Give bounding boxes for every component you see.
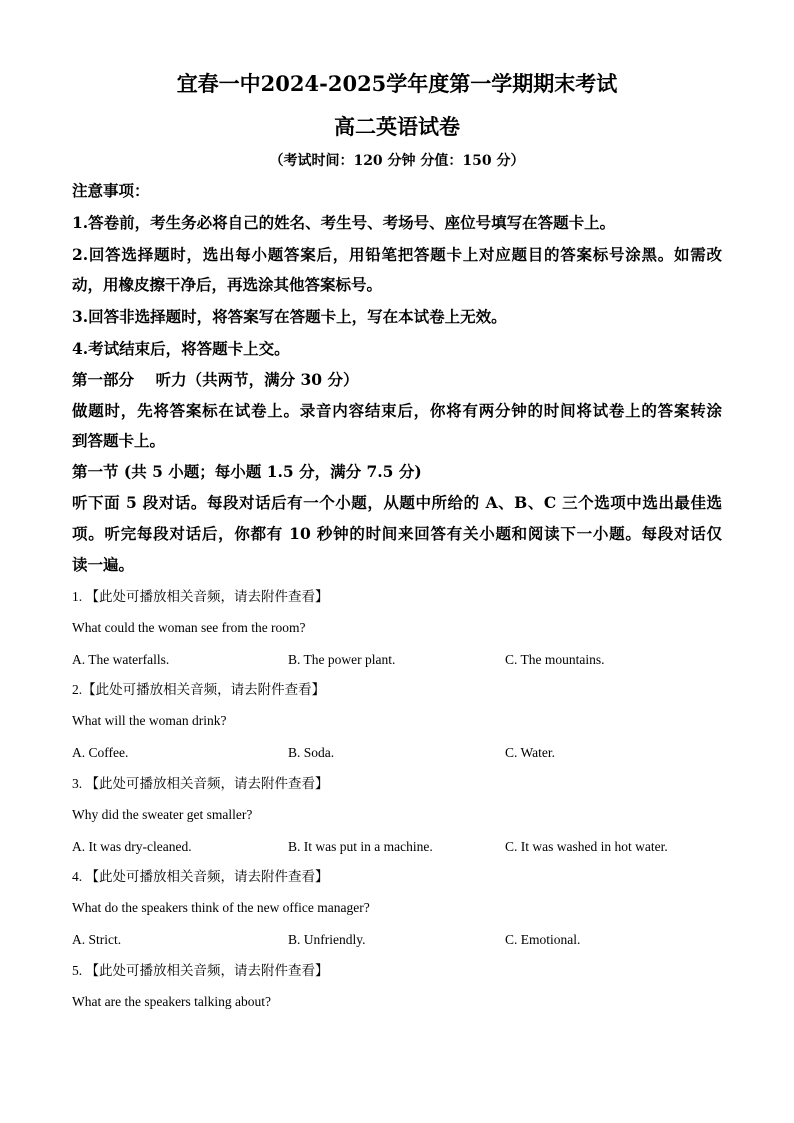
question-1-option-a[interactable]: A. The waterfalls. <box>72 652 170 667</box>
note-item-3: 3.回答非选择题时，将答案写在答题卡上，写在本试卷上无效。 <box>72 307 507 326</box>
section1-instruction-line-2: 项。听完每段对话后，你都有 10 秒钟的时间来回答有关小题和阅读下一小题。每段对话仅 <box>72 524 722 543</box>
question-4-option-c[interactable]: C. Emotional. <box>505 932 581 947</box>
question-4-audio-link[interactable]: 4. 【此处可播放相关音频，请去附件查看】 <box>72 869 329 884</box>
section1-heading: 第一节 (共 5 小题；每小题 1.5 分，满分 7.5 分) <box>72 462 422 481</box>
question-3-stem: Why did the sweater get smaller? <box>72 807 253 822</box>
question-5-stem: What are the speakers talking about? <box>72 994 272 1009</box>
question-4-stem: What do the speakers think of the new office manager? <box>72 900 370 915</box>
note-item-2-line-2: 动，用橡皮擦干净后，再选涂其他答案标号。 <box>72 275 383 294</box>
exam-title: 宜春一中2024-2025学年度第一学期期末考试 <box>176 71 618 96</box>
notes-heading: 注意事项： <box>72 181 150 200</box>
note-item-4: 4.考试结束后，将答题卡上交。 <box>72 339 290 358</box>
question-2-option-c[interactable]: C. Water. <box>505 745 556 760</box>
part1-instruction-line-2: 到答题卡上。 <box>72 431 166 450</box>
question-3-option-a[interactable]: A. It was dry-cleaned. <box>72 839 192 854</box>
question-1-stem: What could the woman see from the room? <box>72 620 306 635</box>
section1-instruction-line-1: 听下面 5 段对话。每段对话后有一个小题，从题中所给的 A、B、C 三个选项中选出最佳选 <box>72 493 722 512</box>
question-4-option-b[interactable]: B. Unfriendly. <box>288 932 366 947</box>
question-4-option-a[interactable]: A. Strict. <box>72 932 122 947</box>
note-item-2-line-1: 2.回答选择题时，选出每小题答案后，用铅笔把答题卡上对应题目的答案标号涂黑。如需改 <box>72 245 722 264</box>
section1-instruction-line-3: 读一遍。 <box>72 555 135 574</box>
exam-info: （考试时间：120 分钟 分值：150 分） <box>269 153 525 169</box>
note-item-1: 1.答卷前，考生务必将自己的姓名、考生号、考场号、座位号填写在答题卡上。 <box>72 213 616 232</box>
question-2-audio-link[interactable]: 2.【此处可播放相关音频，请去附件查看】 <box>72 682 326 697</box>
part1-heading: 第一部分 听力（共两节，满分 30 分） <box>72 370 359 389</box>
question-1-audio-link[interactable]: 1. 【此处可播放相关音频，请去附件查看】 <box>72 589 329 604</box>
question-2-stem: What will the woman drink? <box>72 713 227 728</box>
question-3-option-c[interactable]: C. It was washed in hot water. <box>505 839 668 854</box>
question-1-option-c[interactable]: C. The mountains. <box>505 652 605 667</box>
question-3-option-b[interactable]: B. It was put in a machine. <box>288 839 433 854</box>
question-3-audio-link[interactable]: 3. 【此处可播放相关音频，请去附件查看】 <box>72 776 329 791</box>
question-2-option-b[interactable]: B. Soda. <box>288 745 335 760</box>
part1-instruction-line-1: 做题时，先将答案标在试卷上。录音内容结束后，你将有两分钟的时间将试卷上的答案转涂 <box>72 401 722 420</box>
question-1-option-b[interactable]: B. The power plant. <box>288 652 396 667</box>
exam-subtitle: 高二英语试卷 <box>334 114 460 139</box>
question-2-option-a[interactable]: A. Coffee. <box>72 745 129 760</box>
question-5-audio-link[interactable]: 5. 【此处可播放相关音频，请去附件查看】 <box>72 963 329 978</box>
